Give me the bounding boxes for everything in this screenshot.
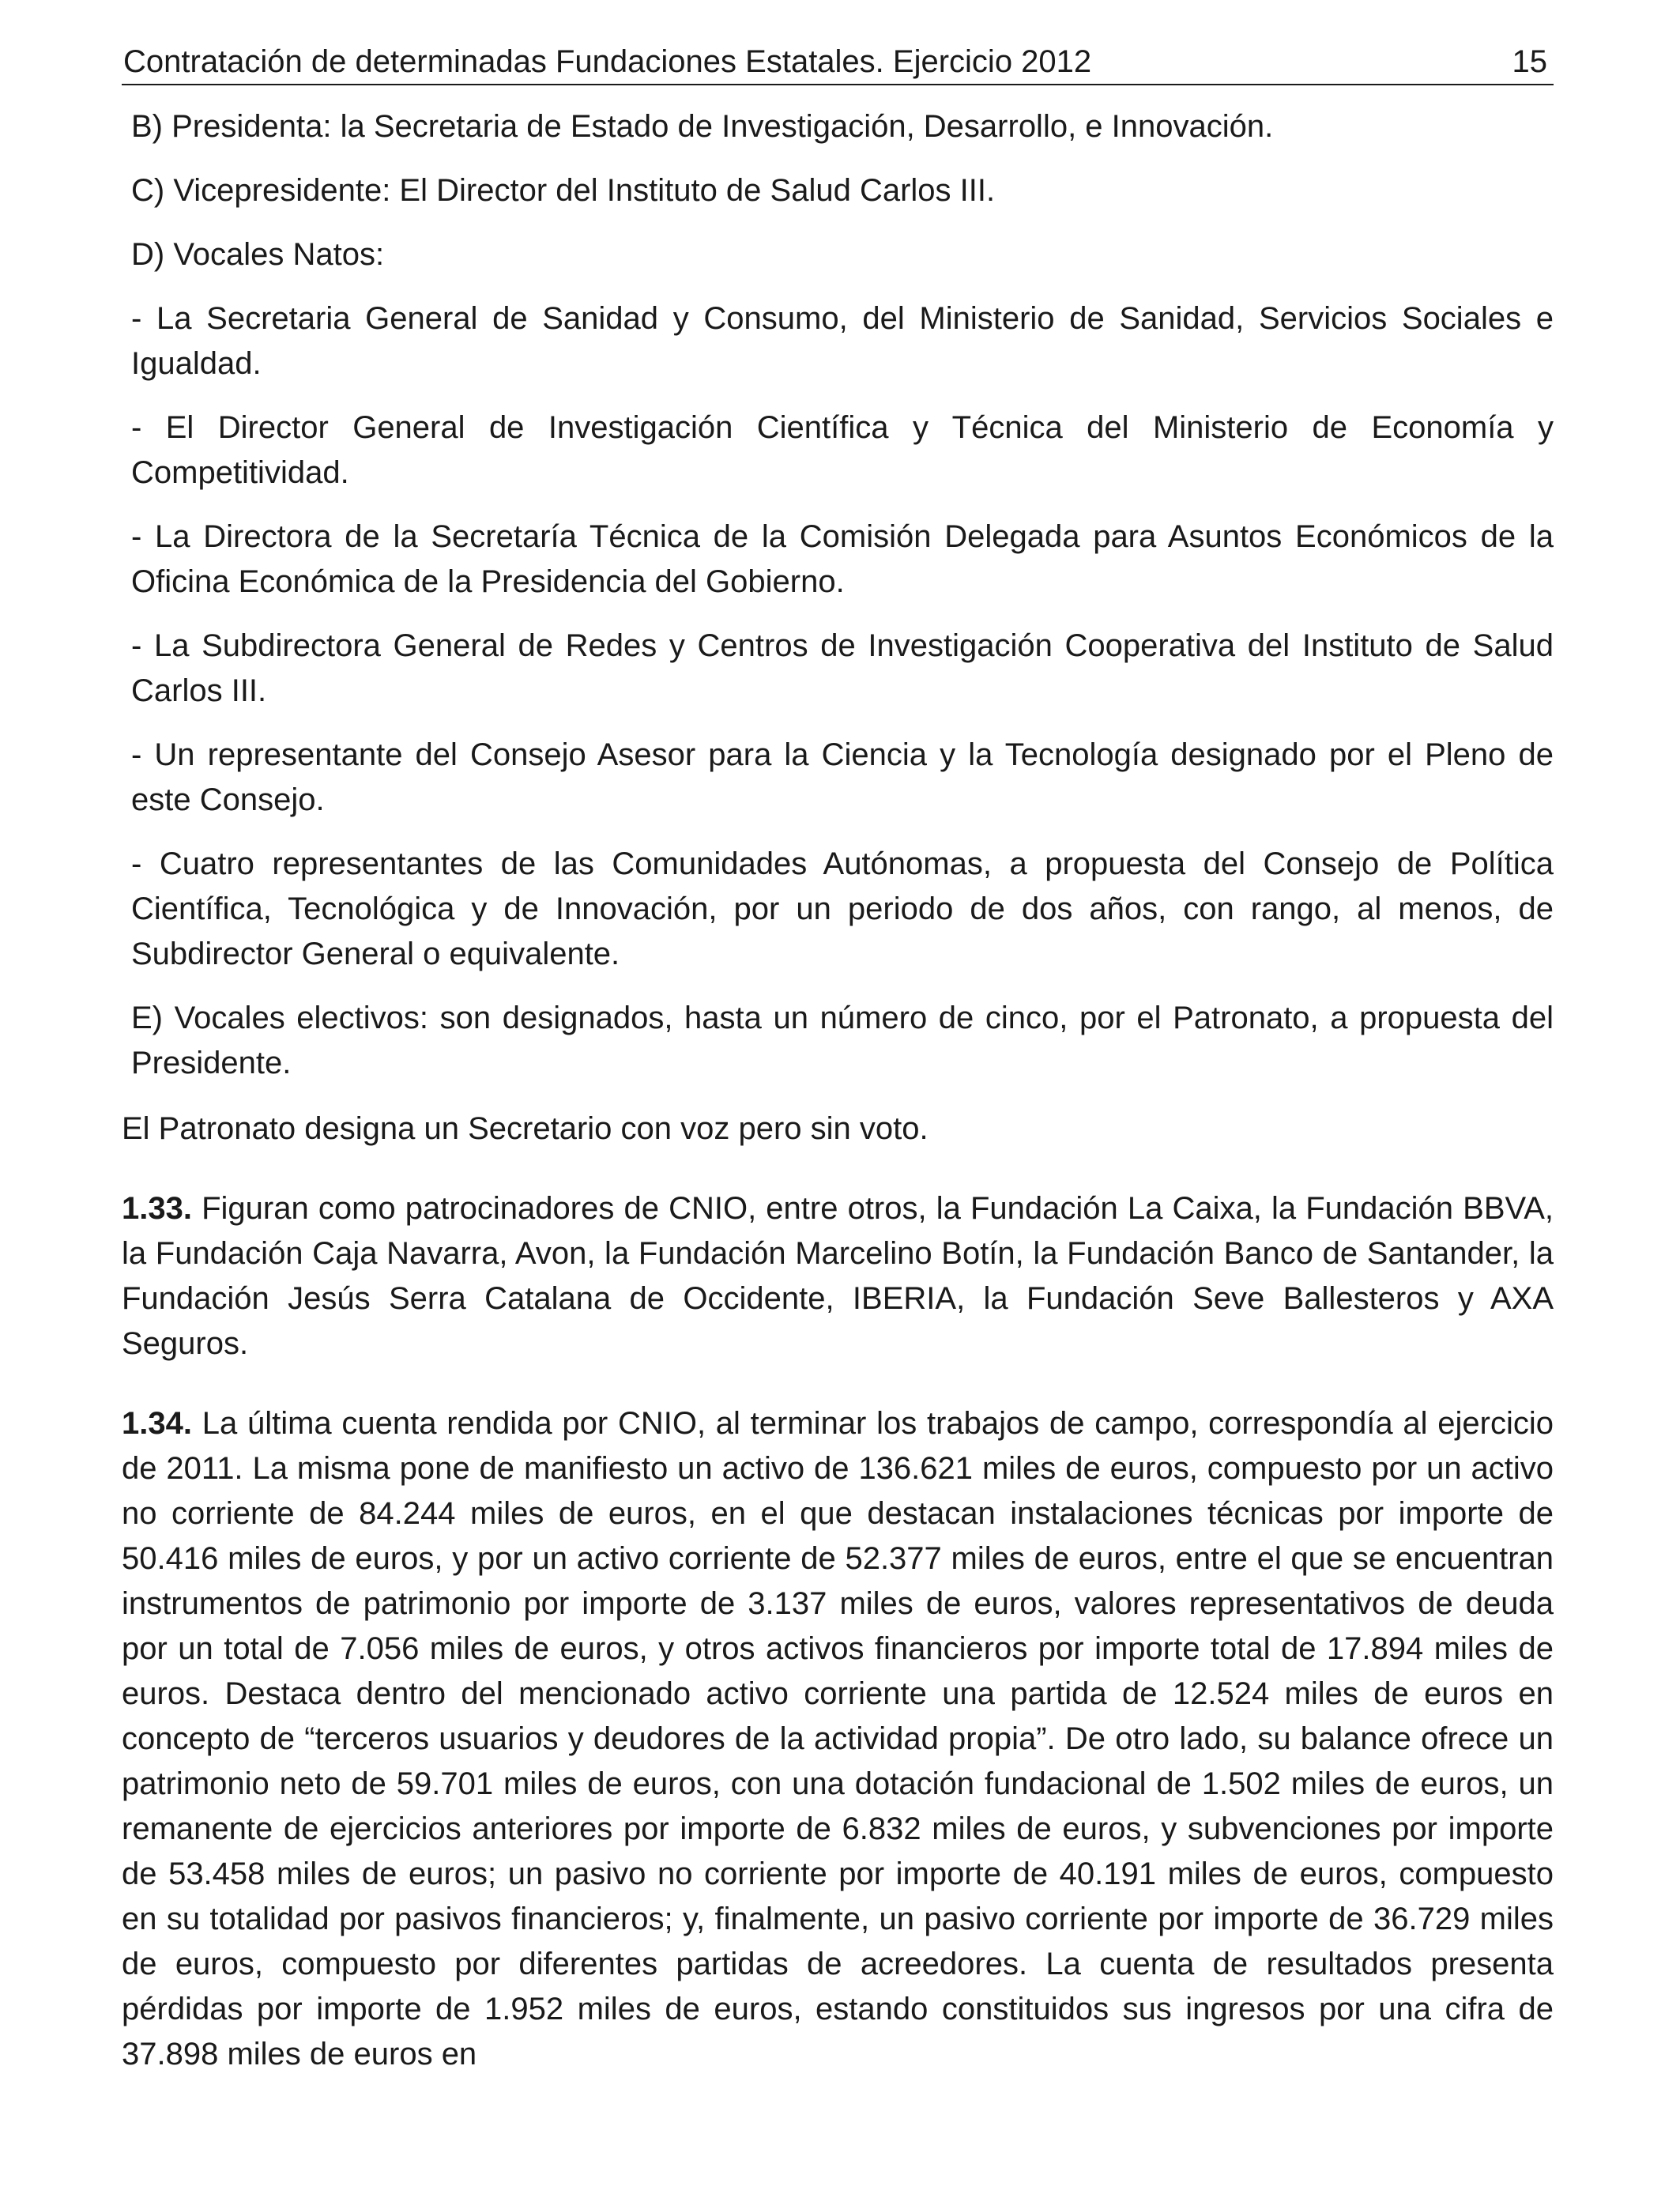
paragraph-1-33	[122, 1186, 1554, 1367]
board-composition-list	[122, 104, 1554, 1086]
secretary-note: El Patronato designa un Secretario con voz pero sin voto.	[122, 1111, 929, 1146]
page-number: 15	[1512, 44, 1547, 79]
paragraph-text: La última cuenta rendida por CNIO, al terminar los trabajos de campo, correspondía al ejercicio de 2011. La misma pone de manifiesto un activo de 136.621 miles de euros, compuesto por un activo no corriente de 84.244 miles de euros, en el que destacan instalaciones técnicas por importe de 50.416 miles de euros, y por un activo corriente de 52.377 miles de euros, entre el que se encuentran instrumentos de patrimonio por importe de 3.137 miles de euros, valores representativos de deuda por un total de 7.056 miles de euros, y otros activos financieros por importe total de 17.894 miles de euros. Destaca dentro del mencionado activo corriente una partida de 12.524 miles de euros en concepto de “terceros usuarios y deudores de la actividad propia”. De otro lado, su balance ofrece un patrimonio neto de 59.701 miles de euros, con una dotación fundacional de 1.502 miles de euros, un remanente de ejercicios anteriores por importe de 6.832 miles de euros, y subvenciones por importe de 53.458 miles de euros; un pasivo no corriente por importe de 40.191 miles de euros, compuesto en su totalidad por pasivos financieros; y, finalmente, un pasivo corriente por importe de 36.729 miles de euros, compuesto por diferentes partidas de acreedores. La cuenta de resultados presenta pérdidas por importe de 1.952 miles de euros, estando constituidos sus ingresos por una cifra de 37.898 miles de euros en	[122, 1406, 1554, 2071]
document-page	[122, 40, 1554, 2077]
list-item-vocal-comunidades: - Cuatro representantes de las Comunidades Autónomas, a propuesta del Consejo de Política Científica, Tecnológica y de Innovación, por un periodo de dos años, con rango, al menos, de Subdirector General o equivalente.	[131, 846, 1554, 971]
list-item-vocal-asuntos-economicos: - La Directora de la Secretaría Técnica de la Comisión Delegada para Asuntos Económicos de la Oficina Económica de la Presidencia del Gobierno.	[131, 519, 1554, 599]
list-item-vocal-investigacion: - El Director General de Investigación Científica y Técnica del Ministerio de Economía y Competitividad.	[131, 410, 1554, 490]
paragraph-1-34	[122, 1401, 1554, 2077]
list-item-vocales-natos: D) Vocales Natos:	[131, 237, 385, 272]
paragraph-text: Figuran como patrocinadores de CNIO, entre otros, la Fundación La Caixa, la Fundación BBVA, la Fundación Caja Navarra, Avon, la Fundación Marcelino Botín, la Fundación Banco de Santander, la Fundación Jesús Serra Catalana de Occidente, IBERIA, la Fundación Seve Ballesteros y AXA Seguros.	[122, 1191, 1554, 1361]
list-item-vocal-sanidad: - La Secretaria General de Sanidad y Consumo, del Ministerio de Sanidad, Servicios Sociales e Igualdad.	[131, 301, 1554, 381]
list-item-vocales-electivos: E) Vocales electivos: son designados, hasta un número de cinco, por el Patronato, a propuesta del Presidente.	[131, 1001, 1554, 1080]
document-body	[122, 104, 1554, 2077]
running-header	[122, 40, 1554, 85]
paragraph-number: 1.34.	[122, 1406, 192, 1441]
list-item-vocal-consejo-asesor: - Un representante del Consejo Asesor para la Ciencia y la Tecnología designado por el Pleno de este Consejo.	[131, 737, 1554, 817]
document-title: Contratación de determinadas Fundaciones Estatales. Ejercicio 2012	[123, 44, 1092, 79]
paragraph-number: 1.33.	[122, 1191, 192, 1226]
list-item-vocal-redes: - La Subdirectora General de Redes y Centros de Investigación Cooperativa del Instituto de Salud Carlos III.	[131, 628, 1554, 708]
list-item-vicepresidente: C) Vicepresidente: El Director del Instituto de Salud Carlos III.	[131, 173, 996, 208]
list-item-presidenta: B) Presidenta: la Secretaria de Estado de Investigación, Desarrollo, e Innovación.	[131, 109, 1274, 144]
